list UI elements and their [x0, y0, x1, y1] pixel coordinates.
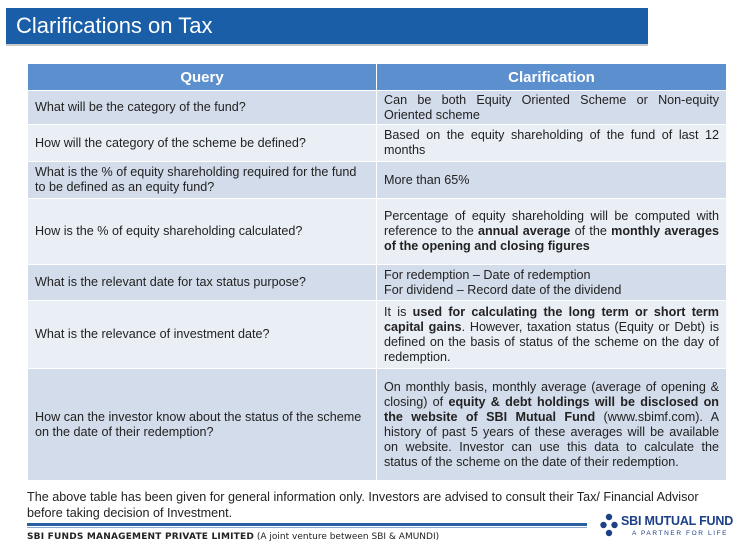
footer-divider-thin	[27, 527, 587, 528]
text-segment: Can be both Equity Oriented Scheme or Non-equity Oriented scheme	[384, 92, 719, 122]
text-segment: of the	[570, 224, 612, 238]
clarification-cell	[377, 91, 727, 125]
text-segment: It is	[384, 304, 413, 319]
company-name: SBI FUNDS MANAGEMENT PRIVATE LIMITED	[27, 532, 255, 542]
company-line	[27, 532, 439, 542]
page-title: Clarifications on Tax	[6, 8, 648, 44]
clarification-line-redemption: For redemption – Date of redemption	[384, 267, 591, 282]
clarification-cell	[377, 162, 727, 199]
query-cell: What is the % of equity shareholding required for the fund to be defined as an equity fund?	[28, 162, 377, 199]
table-row	[28, 301, 727, 369]
query-cell: How is the % of equity shareholding calculated?	[28, 199, 377, 265]
text-segment: Based on the equity shareholding of the fund of last 12 months	[384, 128, 719, 157]
query-cell: How can the investor know about the status of the scheme on the date of their redemption?	[28, 369, 377, 481]
column-header-query: Query	[28, 64, 377, 91]
table-row	[28, 265, 727, 301]
text-segment: More than 65%	[384, 172, 470, 187]
clarification-cell	[377, 125, 727, 162]
title-divider	[6, 44, 648, 46]
table-row	[28, 125, 727, 162]
table-row	[28, 162, 727, 199]
query-cell: How will the category of the scheme be defined?	[28, 125, 377, 162]
text-segment: On monthly basis, monthly average (average of opening & closing) of	[384, 379, 719, 409]
column-header-clarification: Clarification	[377, 64, 727, 91]
emphasis-text: equity & debt holdings will be disclosed on the website of SBI Mutual Fund	[384, 394, 719, 424]
text-segment: . However, taxation status (Equity or Debt) is defined on the basis of status of the scheme on the day of redemption.	[384, 319, 719, 364]
company-suffix: (A joint venture between SBI & AMUNDI)	[254, 532, 440, 542]
disclaimer-note: The above table has been given for general information only. Investors are advised to consult their Tax/ Financial Advisor before taking decision of Investment.	[27, 490, 699, 520]
table-row	[28, 91, 727, 125]
clarification-cell	[377, 265, 727, 301]
clarification-cell	[377, 199, 727, 265]
text-segment: Percentage of equity shareholding will be computed with reference to the	[384, 209, 719, 238]
table-row	[28, 369, 727, 481]
logo-tagline: A PARTNER FOR LIFE	[632, 530, 729, 537]
clarifications-table	[27, 63, 727, 481]
clarification-cell	[377, 301, 727, 369]
clarification-line-dividend: For dividend – Record date of the dividend	[384, 282, 622, 297]
logo-name: SBI MUTUAL FUND	[621, 514, 734, 528]
query-cell: What is the relevance of investment date?	[28, 301, 377, 369]
query-cell: What will be the category of the fund?	[28, 91, 377, 125]
table-row	[28, 199, 727, 265]
emphasis-text: monthly averages of the opening and closing figures	[384, 224, 719, 253]
emphasis-text: used for calculating the long term or short term capital gains	[384, 304, 719, 334]
footer-divider	[27, 523, 587, 526]
query-cell: What is the relevant date for tax status purpose?	[28, 265, 377, 301]
clarification-cell	[377, 369, 727, 481]
emphasis-text: annual average	[477, 224, 571, 238]
text-segment: (www.sbimf.com). A history of past 5 years of these averages will be available on website. Investor can use this data to calculate the status of the scheme on the date of their redemption.	[384, 409, 719, 469]
table-header-row	[28, 64, 727, 91]
